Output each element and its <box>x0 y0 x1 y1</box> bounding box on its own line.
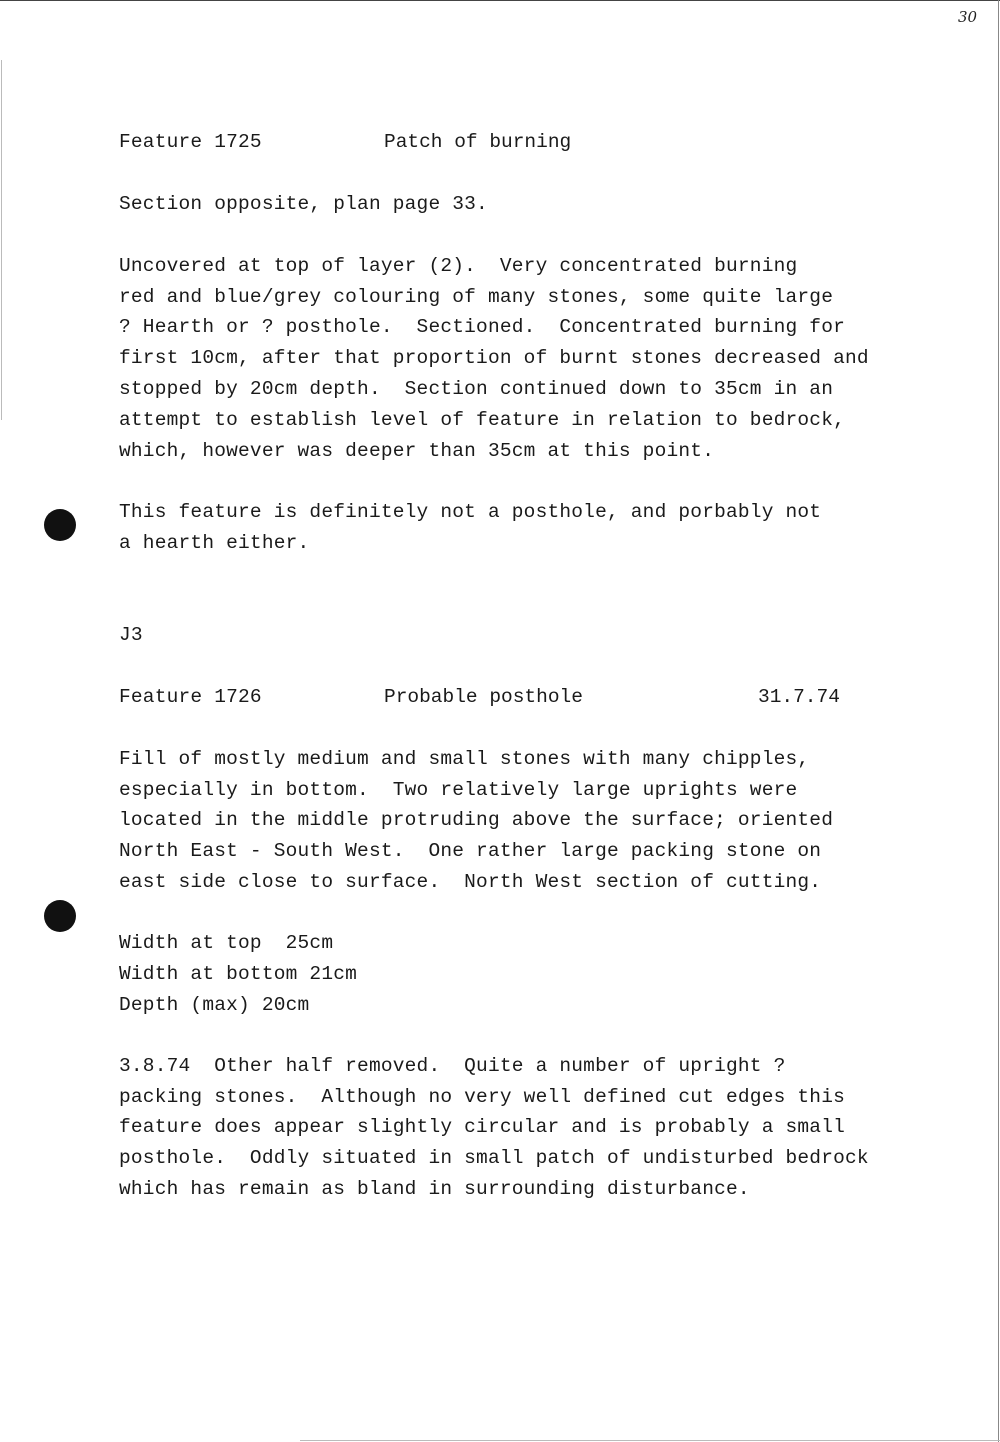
text-line: North East - South West. One rather large packing stone on <box>119 840 822 862</box>
page-edge-bottom <box>300 1440 1000 1441</box>
feature-1726-label: Feature 1726 <box>119 686 262 708</box>
punch-hole <box>44 900 76 932</box>
feature-1726-title: Probable posthole <box>384 686 583 708</box>
text-line: located in the middle protruding above the surface; oriented <box>119 809 834 831</box>
measurement-width-top: Width at top 25cm <box>119 932 334 954</box>
punch-hole <box>44 509 76 541</box>
text-line: especially in bottom. Two relatively large uprights were <box>119 779 798 801</box>
text-line: attempt to establish level of feature in relation to bedrock, <box>119 409 846 431</box>
measurement-depth: Depth (max) 20cm <box>119 994 310 1016</box>
text-line: red and blue/grey colouring of many stones, some quite large <box>119 286 834 308</box>
feature-1725-reference: Section opposite, plan page 33. <box>119 193 488 215</box>
text-line: first 10cm, after that proportion of burnt stones decreased and <box>119 347 869 369</box>
feature-1725-title: Patch of burning <box>384 131 572 153</box>
text-line: This feature is definitely not a posthole, and porbably not <box>119 501 822 523</box>
feature-1725-label: Feature 1725 <box>119 131 262 153</box>
measurement-width-bottom: Width at bottom 21cm <box>119 963 358 985</box>
page-number: 30 <box>958 8 978 26</box>
text-line: packing stones. Although no very well defined cut edges this <box>119 1086 846 1108</box>
page-edge-left <box>1 60 2 420</box>
text-line: Uncovered at top of layer (2). Very concentrated burning <box>119 255 798 277</box>
feature-1726-date: 31.7.74 <box>758 686 840 708</box>
text-line: which, however was deeper than 35cm at this point. <box>119 440 715 462</box>
text-line: Fill of mostly medium and small stones with many chipples, <box>119 748 810 770</box>
text-line: east side close to surface. North West section of cutting. <box>119 871 822 893</box>
text-line: ? Hearth or ? posthole. Sectioned. Concentrated burning for <box>119 316 846 338</box>
page-edge-right <box>998 0 999 1442</box>
text-line: posthole. Oddly situated in small patch of undisturbed bedrock <box>119 1147 869 1169</box>
page-edge-top <box>0 0 1000 1</box>
grid-reference: J3 <box>119 624 143 646</box>
text-line: feature does appear slightly circular and is probably a small <box>119 1116 846 1138</box>
text-line: 3.8.74 Other half removed. Quite a number of upright ? <box>119 1055 786 1077</box>
text-line: which has remain as bland in surrounding disturbance. <box>119 1178 750 1200</box>
text-line: stopped by 20cm depth. Section continued down to 35cm in an <box>119 378 834 400</box>
text-line: a hearth either. <box>119 532 310 554</box>
